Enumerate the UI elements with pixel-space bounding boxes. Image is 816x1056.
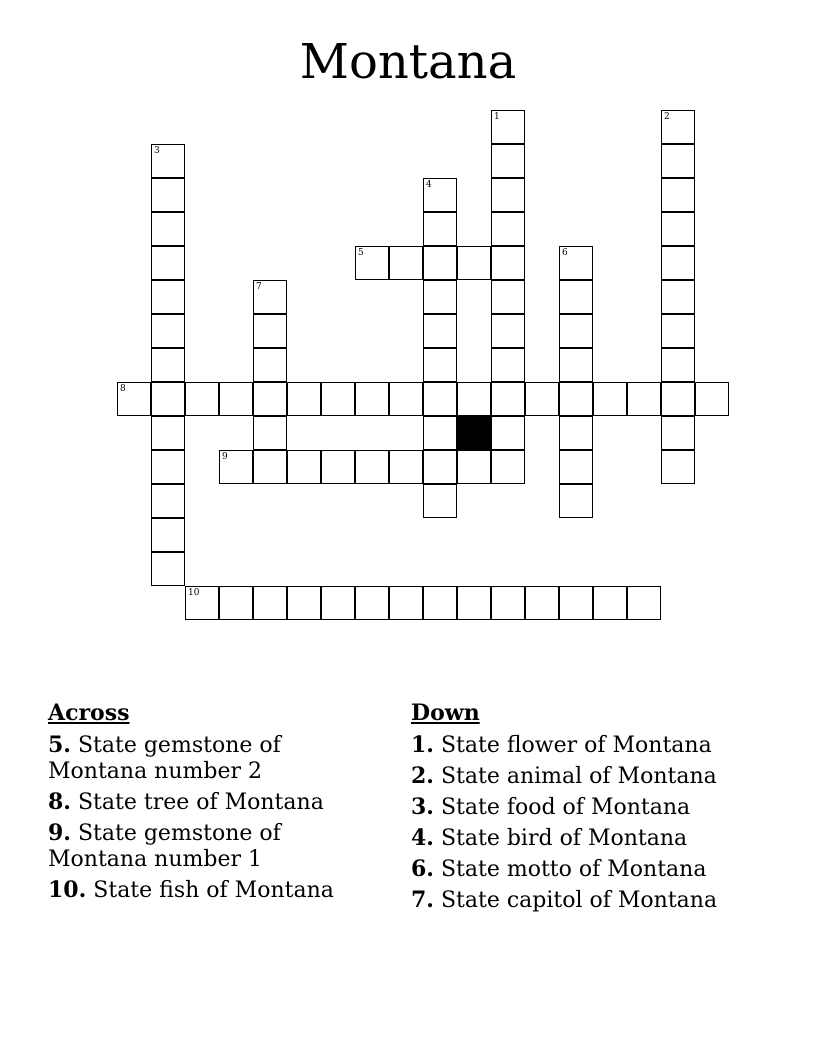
across-clue: [48, 877, 378, 904]
grid-cell[interactable]: [423, 382, 457, 416]
grid-cell[interactable]: [151, 314, 185, 348]
grid-cell[interactable]: [491, 382, 525, 416]
grid-cell[interactable]: [389, 246, 423, 280]
grid-cell[interactable]: [559, 416, 593, 450]
grid-cell[interactable]: [389, 586, 423, 620]
clue-number-4: 4: [426, 180, 432, 190]
down-clues: [411, 700, 791, 918]
clue-number: 10.: [48, 877, 87, 903]
grid-cell[interactable]: [627, 586, 661, 620]
clue-text: State animal of Montana: [440, 764, 717, 789]
grid-cell[interactable]: [491, 348, 525, 382]
clue-text: State gemstone of Montana number 2: [48, 733, 281, 784]
grid-cell[interactable]: [491, 144, 525, 178]
grid-cell[interactable]: [151, 484, 185, 518]
down-clue: [411, 794, 791, 821]
grid-cell[interactable]: [423, 280, 457, 314]
clue-text: State fish of Montana: [93, 878, 334, 903]
grid-cell[interactable]: [253, 314, 287, 348]
grid-cell[interactable]: [661, 348, 695, 382]
grid-cell[interactable]: [593, 586, 627, 620]
grid-cell[interactable]: [559, 382, 593, 416]
grid-cell[interactable]: [559, 484, 593, 518]
grid-cell[interactable]: [593, 382, 627, 416]
grid-cell[interactable]: [661, 450, 695, 484]
grid-cell[interactable]: [559, 348, 593, 382]
grid-cell[interactable]: [525, 586, 559, 620]
grid-cell[interactable]: [491, 212, 525, 246]
grid-cell[interactable]: [185, 382, 219, 416]
grid-cell[interactable]: [151, 552, 185, 586]
grid-cell[interactable]: [253, 586, 287, 620]
clue-text: State bird of Montana: [440, 826, 688, 851]
down-clue: [411, 825, 791, 852]
grid-cell[interactable]: [661, 144, 695, 178]
grid-cell[interactable]: [491, 178, 525, 212]
grid-cell[interactable]: [253, 416, 287, 450]
grid-cell[interactable]: [457, 450, 491, 484]
grid-cell[interactable]: [423, 348, 457, 382]
grid-cell[interactable]: [219, 586, 253, 620]
grid-cell[interactable]: [321, 450, 355, 484]
grid-cell[interactable]: [661, 280, 695, 314]
grid-cell[interactable]: [287, 450, 321, 484]
down-clue: [411, 732, 791, 759]
grid-cell[interactable]: [423, 450, 457, 484]
clue-number: 8.: [48, 789, 71, 815]
grid-cell[interactable]: [287, 586, 321, 620]
clue-text: State motto of Montana: [440, 857, 707, 882]
clue-text: State capitol of Montana: [440, 888, 718, 913]
grid-cell[interactable]: [151, 450, 185, 484]
grid-cell[interactable]: [151, 212, 185, 246]
grid-cell[interactable]: [355, 450, 389, 484]
clue-number-6: 6: [562, 248, 568, 258]
grid-cell[interactable]: [423, 246, 457, 280]
clue-number-9: 9: [222, 452, 228, 462]
grid-cell[interactable]: [151, 416, 185, 450]
grid-cell[interactable]: [661, 416, 695, 450]
down-clue: [411, 763, 791, 790]
clue-text: State flower of Montana: [440, 733, 712, 758]
clue-number-3: 3: [154, 146, 160, 156]
clue-number: 3.: [411, 794, 434, 820]
down-clue: [411, 856, 791, 883]
grid-cell[interactable]: [423, 212, 457, 246]
clue-number: 2.: [411, 763, 434, 789]
clue-number-10: 10: [188, 588, 200, 598]
grid-cell[interactable]: [559, 450, 593, 484]
clue-number-2: 2: [664, 112, 670, 122]
grid-cell[interactable]: [321, 586, 355, 620]
grid-cell[interactable]: [661, 178, 695, 212]
grid-cell[interactable]: [151, 280, 185, 314]
grid-cell[interactable]: [321, 382, 355, 416]
grid-cell[interactable]: [253, 450, 287, 484]
clue-text: State gemstone of Montana number 1: [48, 821, 281, 872]
down-heading: Down: [411, 700, 480, 726]
clue-number: 9.: [48, 820, 71, 846]
grid-cell[interactable]: [457, 382, 491, 416]
grid-cell[interactable]: [151, 348, 185, 382]
grid-cell[interactable]: [491, 246, 525, 280]
grid-cell[interactable]: [559, 586, 593, 620]
grid-cell[interactable]: [559, 314, 593, 348]
grid-cell[interactable]: [661, 314, 695, 348]
grid-cell[interactable]: [491, 416, 525, 450]
grid-cell[interactable]: [423, 314, 457, 348]
grid-cell[interactable]: [389, 450, 423, 484]
grid-cell[interactable]: [423, 484, 457, 518]
grid-cell[interactable]: [695, 382, 729, 416]
grid-cell[interactable]: [423, 416, 457, 450]
grid-cell[interactable]: [457, 246, 491, 280]
grid-cell[interactable]: [491, 280, 525, 314]
grid-cell[interactable]: [253, 348, 287, 382]
grid-cell[interactable]: [661, 212, 695, 246]
clue-number: 5.: [48, 732, 71, 758]
black-cell: [457, 416, 491, 450]
grid-cell[interactable]: [559, 280, 593, 314]
grid-cell[interactable]: [253, 382, 287, 416]
puzzle-title: Montana: [299, 34, 517, 90]
grid-cell[interactable]: [661, 246, 695, 280]
grid-cell[interactable]: [423, 586, 457, 620]
across-clue: [48, 820, 378, 873]
grid-cell[interactable]: [355, 586, 389, 620]
grid-cell[interactable]: [151, 178, 185, 212]
grid-cell[interactable]: [151, 246, 185, 280]
clue-number: 1.: [411, 732, 434, 758]
grid-cell[interactable]: [219, 382, 253, 416]
grid-cell[interactable]: [525, 382, 559, 416]
clue-text: State tree of Montana: [77, 790, 324, 815]
grid-cell[interactable]: [661, 382, 695, 416]
grid-cell[interactable]: [491, 450, 525, 484]
down-clue: [411, 887, 791, 914]
grid-cell[interactable]: [355, 382, 389, 416]
across-clue: [48, 732, 378, 785]
clue-number-5: 5: [358, 248, 364, 258]
clue-number: 7.: [411, 887, 434, 913]
clue-number: 4.: [411, 825, 434, 851]
grid-cell[interactable]: [491, 586, 525, 620]
across-clues: [48, 700, 378, 908]
grid-cell[interactable]: [287, 382, 321, 416]
clue-number-7: 7: [256, 282, 262, 292]
grid-cell[interactable]: [457, 586, 491, 620]
clue-number-8: 8: [120, 384, 126, 394]
across-clue: [48, 789, 378, 816]
clue-number: 6.: [411, 856, 434, 882]
grid-cell[interactable]: [151, 382, 185, 416]
across-heading: Across: [48, 700, 130, 726]
clue-number-1: 1: [494, 112, 500, 122]
grid-cell[interactable]: [389, 382, 423, 416]
clue-text: State food of Montana: [440, 795, 691, 820]
grid-cell[interactable]: [627, 382, 661, 416]
grid-cell[interactable]: [151, 518, 185, 552]
grid-cell[interactable]: [491, 314, 525, 348]
